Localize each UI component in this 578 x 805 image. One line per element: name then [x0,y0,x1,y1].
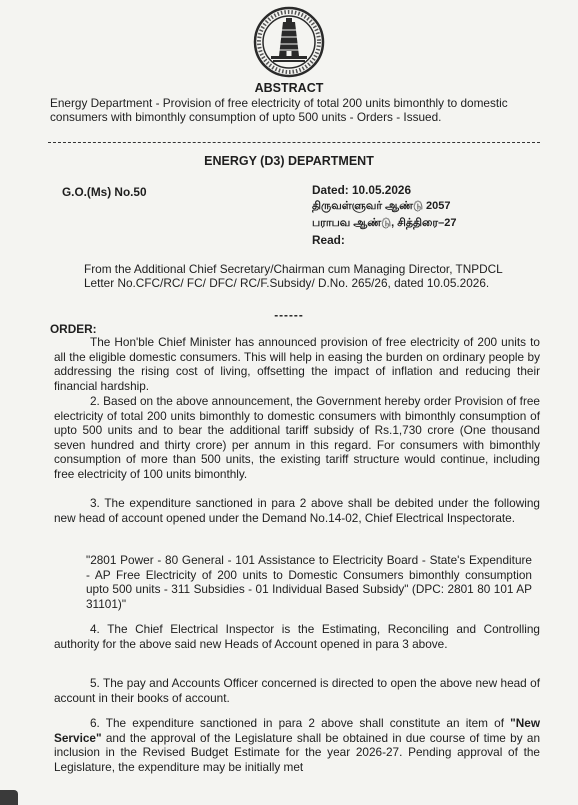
new-service-label: "New Service" [54,716,540,745]
tamil-year-line-1: திருவள்ளுவர் ஆண்டு 2057 [312,200,451,212]
head-of-account-quote: "2801 Power - 80 General - 101 Assistance to Electricity Board - State's Expenditure - AP Free Electricity of 200 units to Domestic Consumers bimonthly consumption upto 500 units - 311 Subsidies - 01 Individual Based Subsidy" (DPC: 2801 80 101 AP 31101)" [86,553,532,611]
dashed-divider [48,142,540,143]
page-corner-artifact [0,790,18,805]
go-number: G.O.(Ms) No.50 [62,185,147,199]
paragraph-5: 5. The pay and Accounts Officer concerned is directed to open the above new head of account in their books of account. [54,676,540,705]
order-heading: ORDER: [50,322,97,336]
paragraph-3: 3. The expenditure sanctioned in para 2 above shall be debited under the following new head of account opened under the Demand No.14-02, Chief Electrical Inspectorate. [54,496,540,525]
abstract-heading: ABSTRACT [254,81,324,95]
paragraph-4: 4. The Chief Electrical Inspector is the Estimating, Reconciling and Controlling authority for the above said new Heads of Account opened in para 3 above. [54,622,540,651]
separator: ------ [274,308,304,322]
government-emblem-icon [253,6,325,78]
abstract-text: Energy Department - Provision of free electricity of total 200 units bimonthly to domestic consumers with bimonthly consumption of upto 500 units - Orders - Issued. [50,96,508,124]
department-heading: ENERGY (D3) DEPARTMENT [204,154,374,168]
tamil-year-line-2: பராபவ ஆண்டு, சித்திரை–27 [312,217,457,229]
read-label: Read: [312,233,345,247]
paragraph-1: The Hon'ble Chief Minister has announced provision of free electricity of 200 units to all the eligible domestic consumers. This will help in easing the burden on ordinary people by addressing the rising cost of living, offsetting the impact of inflation and reducing their financial hardship. [54,335,540,393]
paragraph-6: 6. The expenditure sanctioned in para 2 above shall constitute an item of "New Service" and the approval of the Legislature shall be obtained in due course of time by an inclusion in the Revised Budget Estimate for the year 2026-27. Pending approval of the Legislature, the expenditure may be initially met [54,716,541,774]
from-reference: From the Additional Chief Secretary/Chairman cum Managing Director, TNPDCL Letter No.CFC/RC/ FC/ DFC/ RC/F.Subsidy/ D.No. 265/26, dated 10.05.2026. [84,262,503,290]
paragraph-2: 2. Based on the above announcement, the Government hereby order Provision of free electricity of total 200 units bimonthly to domestic consumers with bimonthly consumption of upto 500 units and to bear the additional tariff subsidy of Rs.1,730 crore (One thousand seven hundred and thirty crore) per annum in this regard. For consumers with bimonthly consumption of more than 500 units, the existing tariff structure would continue, including free electricity of 100 units bimonthly. [54,394,540,481]
dated-line: Dated: 10.05.2026 [312,183,412,197]
